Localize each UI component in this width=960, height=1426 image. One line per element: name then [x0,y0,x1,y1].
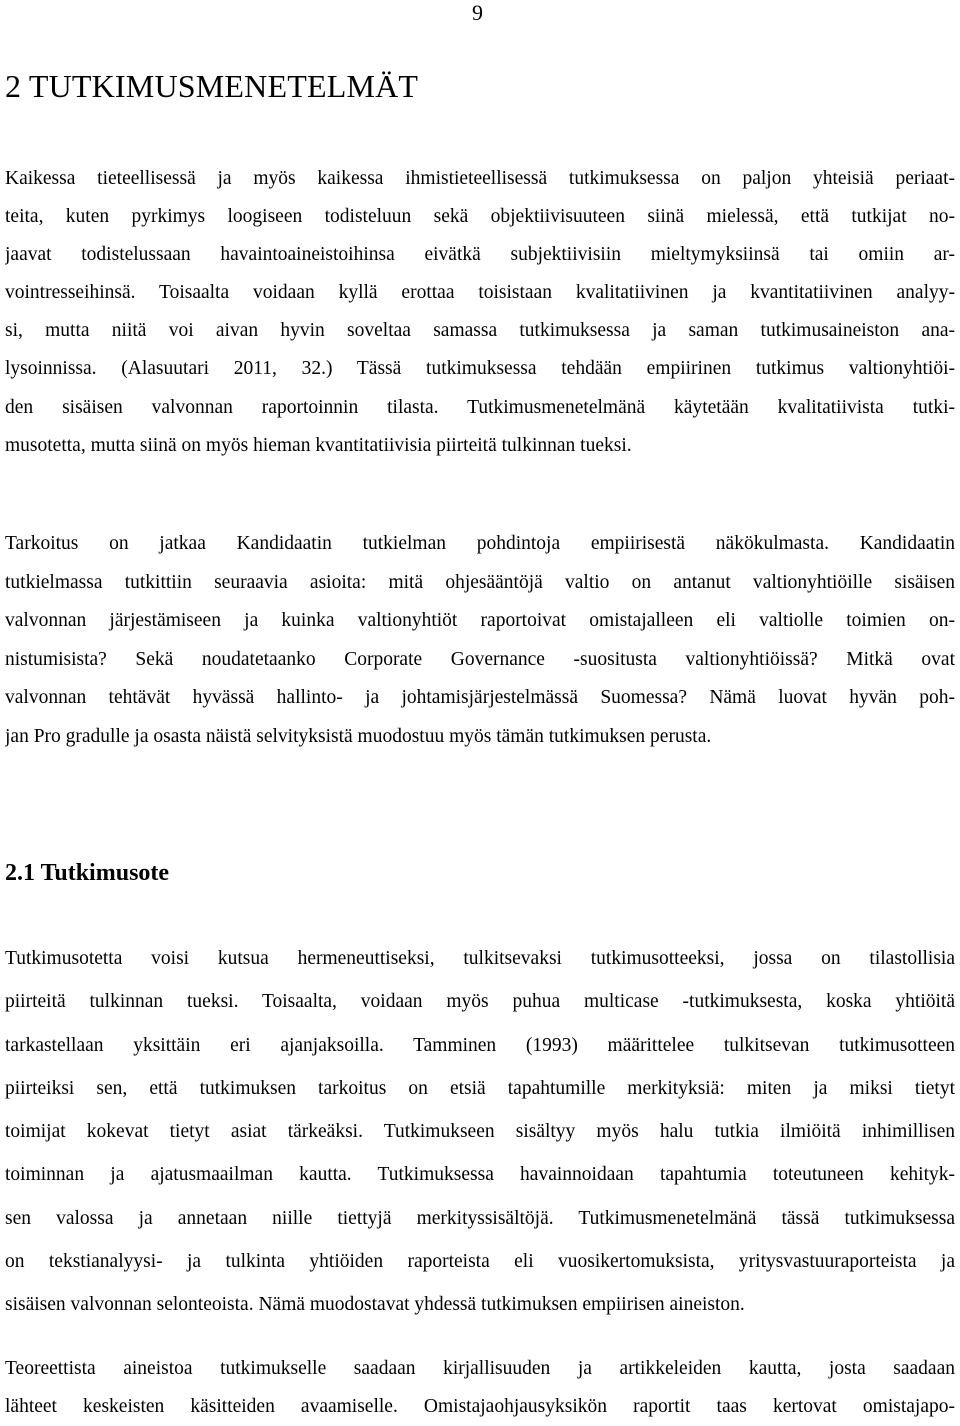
paragraph-line: Teoreettista aineistoa tutkimukselle saadaan kirjallisuuden ja artikkeleiden kautta, josta saadaan [5,1358,955,1379]
section-title: 2.1 Tutkimusote [5,860,170,886]
paragraph-line: jaavat todistelussaan havaintoaineistoihinsa eivätkä subjektiivisiin mieltymyksiinsä tai omiin ar- [5,244,955,266]
paragraph-line: musotetta, mutta siinä on myös hieman kvantitatiivisia piirteitä tulkinnan tueksi. [5,434,632,456]
paragraph-line: valvonnan järjestämiseen ja kuinka valtionyhtiöt raportoivat omistajalleen eli valtiolle toimien on- [5,610,955,632]
paragraph-line: sen valossa ja annetaan niille tiettyjä merkityssisältöjä. Tutkimusmenetelmänä tässä tutkimuksessa [5,1207,955,1229]
paragraph-line: jan Pro gradulle ja osasta näistä selvityksistä muodostuu myös tämän tutkimuksen perusta. [5,725,712,747]
paragraph-2 [5,525,955,757]
paragraph-line: piirteitä tulkinnan tueksi. Toisaalta, voidaan myös puhua multicase -tutkimuksesta, koska yhtiöitä [5,991,955,1013]
paragraph-3 [5,937,955,1327]
paragraph-line: lysoinnissa. (Alasuutari 2011, 32.) Tässä tutkimuksessa tehdään empiirinen tutkimus valtionyhtiöi- [5,358,955,380]
chapter-title: 2 TUTKIMUSMENETELMÄT [5,68,419,104]
paragraph-line: lähteet keskeisten käsitteiden avaamiselle. Omistajaohjausyksikön raportit taas kertovat omistajapo- [5,1396,955,1417]
paragraph-line: piirteiksi sen, että tutkimuksen tarkoitus on etsiä tapahtumille merkityksiä: miten ja miksi tietyt [5,1077,955,1099]
paragraph-line: Tutkimusotetta voisi kutsua hermeneuttiseksi, tulkitsevaksi tutkimusotteeksi, jossa on tilastollisia [5,948,955,969]
paragraph-line: toiminnan ja ajatusmaailman kautta. Tutkimuksessa havainnoidaan tapahtumia toteutuneen kehityk- [5,1164,955,1186]
paragraph-line: nistumisista? Sekä noudatetaanko Corporate Governance -suositusta valtionyhtiöissä? Mitkä ovat [5,648,955,670]
paragraph-line: sisäisen valvonnan selonteoista. Nämä muodostavat yhdessä tutkimuksen empiirisen aineiston. [5,1294,745,1316]
paragraph-line: si, mutta niitä voi aivan hyvin soveltaa samassa tutkimuksessa ja saman tutkimusaineiston ana- [5,320,955,342]
paragraph-line: Tarkoitus on jatkaa Kandidaatin tutkielman pohdintoja empiirisestä näkökulmasta. Kandidaatin [5,533,955,554]
paragraph-line: valvonnan tehtävät hyvässä hallinto- ja johtamisjärjestelmässä Suomessa? Nämä luovat hyvän poh- [5,687,955,709]
page-number: 9 [472,0,483,25]
paragraph-line: teita, kuten pyrkimys loogiseen todisteluun sekä objektiivisuuteen siinä mielessä, että tutkijat no- [5,206,955,228]
paragraph-line: toimijat kokevat tietyt asiat tärkeäksi. Tutkimukseen sisältyy myös halu tutkia ilmiöitä inhimillisen [5,1121,955,1143]
paragraph-line: tarkastellaan yksittäin eri ajanjaksoilla. Tamminen (1993) määrittelee tulkitsevan tutkimusotteen [5,1034,955,1056]
paragraph-line: on tekstianalyysi- ja tulkinta yhtiöiden raporteista eli vuosikertomuksista, yritysvastuuraporteista ja [5,1251,955,1273]
paragraph-line: tutkielmassa tutkittiin seuraavia asioita: mitä ohjesääntöjä valtio on antanut valtionyhtiöille sisäisen [5,571,955,593]
paragraph-line: vointresseihinsä. Toisaalta voidaan kyllä erottaa toisistaan kvalitatiivinen ja kvantitatiivinen analyy- [5,282,955,304]
paragraph-1 [5,160,955,465]
paragraph-line: Kaikessa tieteellisessä ja myös kaikessa ihmistieteellisessä tutkimuksessa on paljon yhteisiä periaat- [5,168,955,189]
paragraph-line: den sisäisen valvonnan raportoinnin tilasta. Tutkimusmenetelmänä käytetään kvalitatiivista tutki- [5,396,955,418]
paragraph-4 [5,1350,955,1426]
